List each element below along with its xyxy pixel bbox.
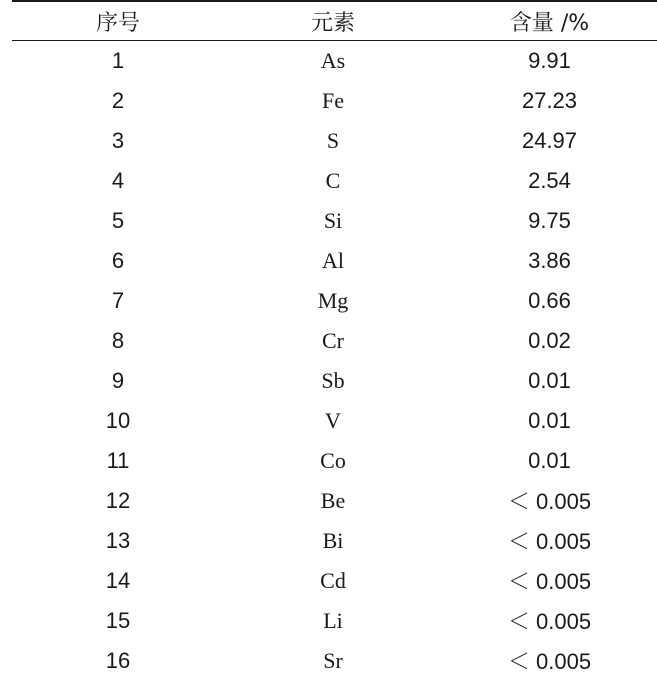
- table-row: [12, 321, 657, 361]
- row-content: 9.75: [528, 207, 571, 233]
- composition-table-container: [12, 0, 657, 681]
- row-content: 9.91: [528, 47, 571, 73]
- table-row: [12, 121, 657, 161]
- row-element: Al: [322, 247, 344, 273]
- row-content: 2.54: [528, 167, 571, 193]
- table-row: [12, 281, 657, 321]
- row-element: Be: [320, 487, 346, 513]
- row-index: 6: [111, 247, 125, 273]
- header-content: 含量 /%: [509, 10, 590, 36]
- row-content: ＜ 0.005: [507, 609, 592, 634]
- row-content: 0.01: [528, 367, 571, 393]
- row-element: Cr: [322, 327, 344, 353]
- row-index: 8: [111, 327, 125, 353]
- table-row: [12, 521, 657, 561]
- table-row: [12, 441, 657, 481]
- row-element: Sr: [323, 647, 343, 673]
- row-content: 0.02: [528, 327, 571, 353]
- row-element: Li: [323, 607, 343, 633]
- table-body: [12, 41, 657, 681]
- header-element: 元素: [310, 10, 355, 36]
- row-index: 2: [111, 87, 125, 113]
- row-element: Si: [323, 207, 343, 233]
- row-index: 13: [105, 527, 131, 553]
- table-row: [12, 601, 657, 641]
- row-element: Fe: [322, 87, 344, 113]
- table-row: [12, 81, 657, 121]
- row-content: 0.01: [528, 447, 571, 473]
- table-row: [12, 201, 657, 241]
- table-row: [12, 401, 657, 441]
- row-content: 0.66: [528, 287, 571, 313]
- row-content: 27.23: [521, 87, 578, 113]
- row-element: S: [326, 127, 340, 153]
- table-row: [12, 241, 657, 281]
- composition-table: [12, 0, 657, 681]
- row-index: 5: [111, 207, 125, 233]
- row-index: 12: [105, 487, 131, 513]
- row-element: Bi: [322, 527, 344, 553]
- table-row: [12, 561, 657, 601]
- row-element: Mg: [317, 287, 349, 313]
- table-row: [12, 481, 657, 521]
- table-header: [12, 1, 657, 41]
- row-element: V: [325, 407, 341, 433]
- row-content: 3.86: [528, 247, 571, 273]
- row-content: 0.01: [528, 407, 571, 433]
- row-element: As: [320, 47, 346, 73]
- row-element: Co: [320, 447, 346, 473]
- row-index: 16: [105, 647, 131, 673]
- row-element: Cd: [320, 567, 346, 593]
- table-row: [12, 161, 657, 201]
- row-element: C: [325, 167, 341, 193]
- row-index: 14: [105, 567, 131, 593]
- row-index: 7: [111, 287, 125, 313]
- row-index: 9: [111, 367, 125, 393]
- row-content: 24.97: [521, 127, 578, 153]
- row-index: 10: [105, 407, 131, 433]
- row-content: ＜ 0.005: [507, 569, 592, 594]
- row-content: ＜ 0.005: [507, 489, 592, 514]
- row-element: Sb: [321, 367, 345, 393]
- table-row: [12, 361, 657, 401]
- row-index: 11: [106, 447, 130, 473]
- row-content: ＜ 0.005: [507, 649, 592, 674]
- table-row: [12, 41, 657, 81]
- row-index: 1: [111, 47, 125, 73]
- header-index: 序号: [95, 10, 140, 36]
- row-content: ＜ 0.005: [507, 529, 592, 554]
- row-index: 4: [111, 167, 125, 193]
- header-row: [12, 1, 657, 41]
- row-index: 15: [105, 607, 131, 633]
- table-row: [12, 641, 657, 681]
- row-index: 3: [111, 127, 125, 153]
